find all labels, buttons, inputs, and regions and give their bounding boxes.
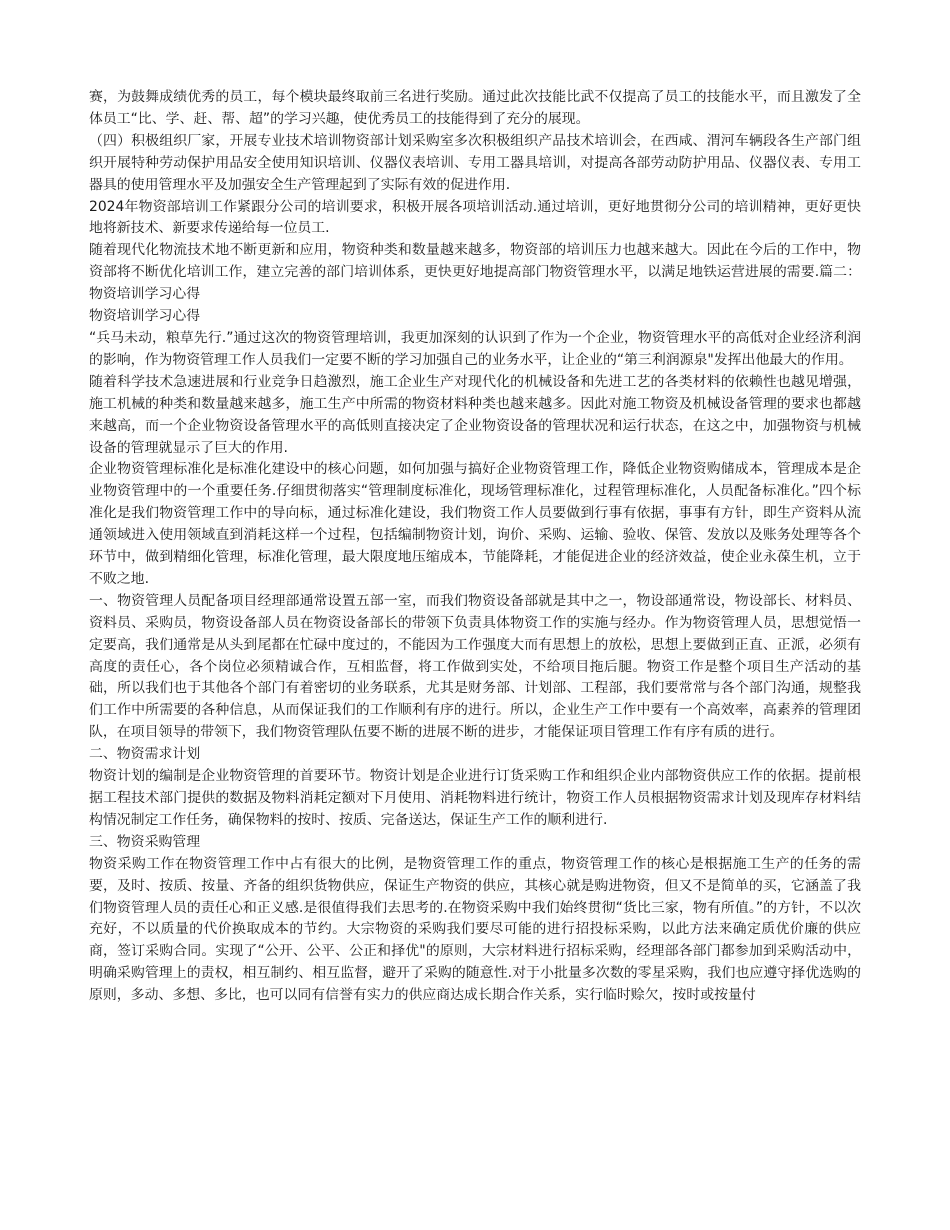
paragraph-demand-plan: 物资计划的编制是企业物资管理的首要环节。物资计划是企业进行订货采购工作和组织企业内部物资供应工作的依据。提前根据工程技术部门提供的数据及物料消耗定额对下月使用、消耗物料进行统计，物资工作人员根据物资需求计划及现库存材料结构情况制定工作任务，确保物料的按时、按质、完备送达，保证生产工作的顺利进行. bbox=[89, 768, 861, 828]
paragraph-procurement: 物资采购工作在物资管理工作中占有很大的比例，是物资管理工作的重点，物资管理工作的核心是根据施工生产的任务的需要，及时、按质、按量、齐备的组织货物供应，保证生产物资的供应，其核心就是购进物资，但又不是简单的买，它涵盖了我们物资管理人员的责任心和正义感.是很值得我们去思考的.在物资采购中我们始终贯彻“货比三家，物有所值。”的方针，不以次充好，不以质量的代价换取成本的节约。大宗物资的采购我们要尽可能的进行招投标采购，以此方法来确定质优价廉的供应商，签订采购合同。实现了“公开、公平、公正和择优"的原则，大宗材料进行招标采购，经理部各部门都参加到采购活动中，明确采购管理上的责权，相互制约、相互监督，避开了采购的随意性.对于小批量多次数的零星采购，我们也应遵守择优选购的原则，多动、多想、多比，也可以同有信誉有实力的供应商达成长期合作关系，实行临时赊欠，按时或按量付 bbox=[89, 855, 861, 1004]
paragraph-quote-intro: “兵马未动，粮草先行.”通过这次的物资管理培训，我更加深刻的认识到了作为一个企业，物资管理水平的高低对企业经济利润的影响，作为物资管理工作人员我们一定要不断的学习加强自己的业务水平，让企业的“第三利润源泉"发挥出他最大的作用。 bbox=[89, 329, 861, 368]
section-title: 物资培训学习心得 bbox=[89, 308, 201, 325]
paragraph-2024-training: 2024年物资部培训工作紧跟分公司的培训要求，积极开展各项培训活动.通过培训，更好地贯彻分公司的培训精神，更好更快地将新技术、新要求传递给每一位员工. bbox=[89, 198, 861, 237]
paragraph-vendor-training: （四）积极组织厂家，开展专业技术培训物资部计划采购室多次积极组织产品技术培训会，在西咸、渭河车辆段各生产部门组织开展特种劳动保护用品安全使用知识培训、仪器仪表培训、专用工器具培训，对提高各部劳动防护用品、仪器仪表、专用工器具的使用管理水平及加强安全生产管理起到了实际有效的促进作用. bbox=[89, 132, 861, 193]
paragraph-standardization: 企业物资管理标准化是标准化建设中的核心问题，如何加强与搞好企业物资管理工作，降低企业物资购储成本，管理成本是企业物资管理中的一个重要任务.仔细贯彻落实“管理制度标准化，现场管理标准化，过程管理标准化，人员配备标准化。”四个标准化是我们物资管理工作中的导向标，通过标准化建设，我们物资工作人员要做到行事有依据，事事有方针，即生产资料从流通领域进入使用领域直到消耗这样一个过程，包括编制物资计划，询价、采购、运输、验收、保管、发放以及账务处理等各个环节中，做到精细化管理，标准化管理，最大限度地压缩成本，节能降耗，才能促进企业的经济效益，使企业永葆生机，立于不败之地. bbox=[89, 461, 861, 587]
paragraph-future-work: 随着现代化物流技术地不断更新和应用，物资种类和数量越来越多，物资部的培训压力也越来越大。因此在今后的工作中，物资部将不断优化培训工作，建立完善的部门培训体系，更快更好地提高部门物资管理水平，以满足地铁运营进展的需要.篇二：物资培训学习心得 bbox=[89, 242, 861, 303]
heading-demand-plan: 二、物资需求计划 bbox=[89, 746, 201, 763]
paragraph-technology-development: 随着科学技术急速进展和行业竞争日趋激烈，施工企业生产对现代化的机械设备和先进工艺的各类材料的依赖性也越见增强，施工机械的种类和数量越来越多，施工生产中所需的物资材料种类也越来越多。因此对施工物资及机械设备管理的要求也都越来越高，而一个企业物资设备管理水平的高低则直接决定了企业物资设备的管理状况和运行状态，在这之中，加强物资与机械设备的管理就显示了巨大的作用. bbox=[89, 373, 861, 456]
paragraph-staffing: 一、物资管理人员配备项目经理部通常设置五部一室，而我们物资设备部就是其中之一，物设部通常设，物设部长、材料员、资料员、采购员，物资设备部人员在物资设备部长的带领下负责具体物资工作的实施与经办。作为物资管理人员，思想觉悟一定要高，我们通常是从头到尾都在忙碌中度过的，不能因为工作强度大而有思想上的放松，思想上要做到正直、正派，必须有高度的责任心，各个岗位必须精诚合作，互相监督，将工作做到实处，不给项目拖后腿。物资工作是整个项目生产活动的基础，所以我们也于其他各个部门有着密切的业务联系，尤其是财务部、计划部、工程部，我们要常常与各个部门沟通，规整我们工作中所需要的各种信息，从而保证我们的工作顺利有序的进行。所以，企业生产工作中要有一个高效率，高素养的管理团队，在项目领导的带领下，我们物资管理队伍要不断的进展不断的进步，才能保证项目管理工作有序有质的进行。 bbox=[89, 592, 861, 741]
heading-procurement: 三、物资采购管理 bbox=[89, 833, 201, 850]
paragraph-skills-contest: 赛，为鼓舞成绩优秀的员工，每个模块最终取前三名进行奖励。通过此次技能比武不仅提高了员工的技能水平，而且激发了全体员工“比、学、赶、帮、超”的学习兴趣，使优秀员工的技能得到了充分的展现。 bbox=[89, 89, 861, 127]
document-body bbox=[89, 87, 861, 1007]
